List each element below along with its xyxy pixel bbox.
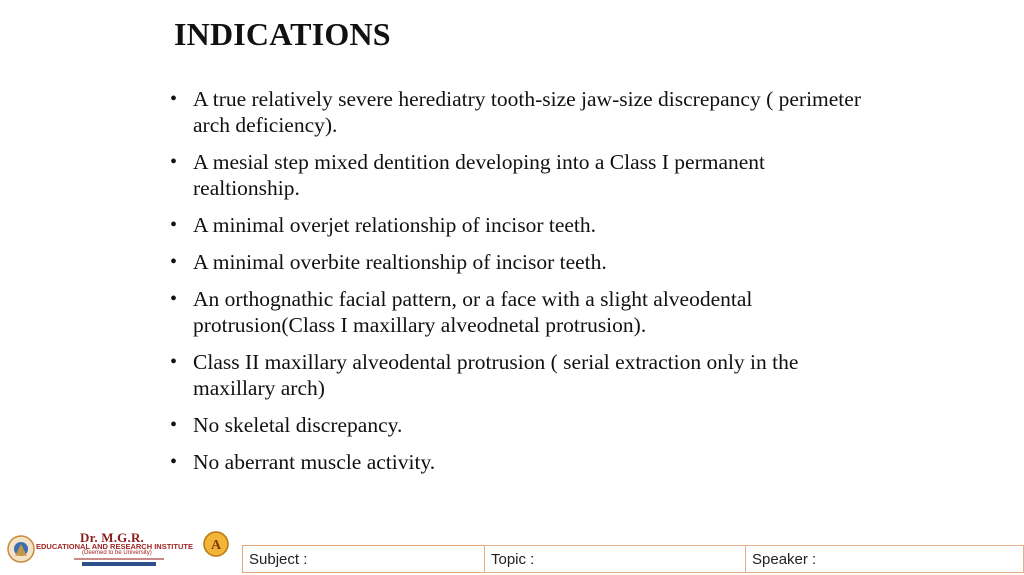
list-item bbox=[170, 449, 870, 475]
bullet-text: No aberrant muscle activity. bbox=[193, 450, 436, 474]
badge-letter: A bbox=[210, 538, 222, 553]
speaker-field: Speaker : bbox=[745, 545, 1024, 573]
bullet-text: An orthognathic facial pattern, or a face with a slight alveodental protrusion(Class I maxillary alveodnetal protrusion). bbox=[193, 287, 753, 337]
bullet-icon: • bbox=[170, 88, 178, 110]
bullet-text: A minimal overjet relationship of incisor teeth. bbox=[193, 213, 597, 237]
bullet-icon: • bbox=[170, 351, 178, 373]
bullet-text: A minimal overbite realtionship of incisor teeth. bbox=[193, 250, 607, 274]
bullet-text: Class II maxillary alveodental protrusion ( serial extraction only in the maxillary arch) bbox=[193, 350, 799, 400]
bullet-text: No skeletal discrepancy. bbox=[193, 413, 403, 437]
subject-field: Subject : bbox=[242, 545, 485, 573]
list-item bbox=[170, 249, 870, 275]
bullet-icon: • bbox=[170, 214, 178, 236]
bullet-icon: • bbox=[170, 151, 178, 173]
bullet-icon: • bbox=[170, 414, 178, 436]
topic-field: Topic : bbox=[484, 545, 746, 573]
slide-title: INDICATIONS bbox=[174, 16, 391, 52]
bullet-text: A true relatively severe herediatry tooth-size jaw-size discrepancy ( perimeter arch deficiency). bbox=[193, 87, 861, 137]
list-item bbox=[170, 349, 870, 401]
list-item bbox=[170, 86, 870, 138]
logo-note: (Deemed to be University) bbox=[82, 550, 152, 556]
logo-address-lines-icon bbox=[74, 557, 164, 567]
list-item bbox=[170, 212, 870, 238]
institute-emblem-icon bbox=[6, 534, 36, 564]
indications-list bbox=[170, 86, 870, 486]
list-item bbox=[170, 149, 870, 201]
logo-subtitle: EDUCATIONAL AND RESEARCH INSTITUTE bbox=[36, 542, 193, 551]
list-item bbox=[170, 412, 870, 438]
institute-logo bbox=[2, 528, 230, 572]
logo-name: Dr. M.G.R. bbox=[80, 530, 144, 545]
bullet-icon: • bbox=[170, 251, 178, 273]
list-item bbox=[170, 286, 870, 338]
bullet-icon: • bbox=[170, 288, 178, 310]
bullet-text: A mesial step mixed dentition developing into a Class I permanent realtionship. bbox=[193, 150, 766, 200]
accreditation-badge-icon bbox=[203, 531, 229, 557]
bullet-icon: • bbox=[170, 451, 178, 473]
